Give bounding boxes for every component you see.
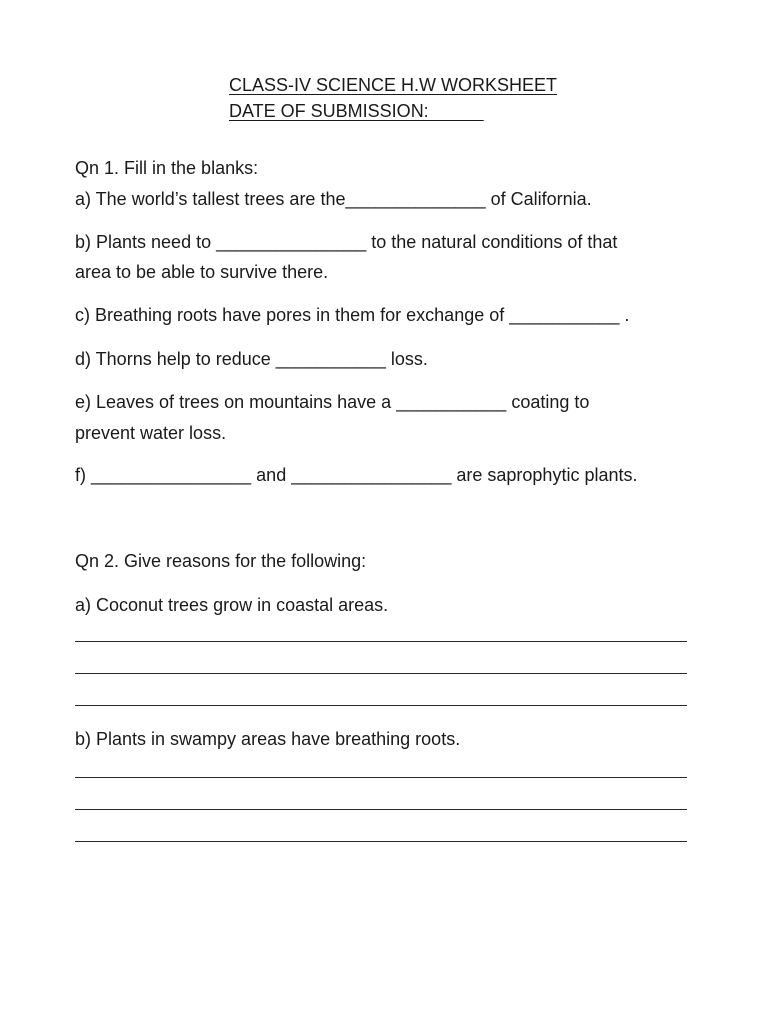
- question-1a: a) The world’s tallest trees are the______________ of California.: [75, 189, 592, 209]
- submission-date-label: DATE OF SUBMISSION:: [229, 101, 484, 121]
- question-1b-line-1: b) Plants need to _______________ to the natural conditions of that: [75, 232, 618, 252]
- answer-line: [75, 841, 687, 842]
- question-1-heading: Qn 1. Fill in the blanks:: [75, 158, 259, 178]
- question-1d: d) Thorns help to reduce ___________ loss.: [75, 349, 428, 369]
- question-1e-line-2: prevent water loss.: [75, 423, 227, 443]
- question-1b-line-2: area to be able to survive there.: [75, 262, 329, 282]
- answer-line: [75, 809, 687, 810]
- question-1c: c) Breathing roots have pores in them for exchange of ___________ .: [75, 305, 630, 325]
- answer-line: [75, 641, 687, 642]
- question-2-heading: Qn 2. Give reasons for the following:: [75, 551, 367, 571]
- question-1f: f) ________________ and ________________ are saprophytic plants.: [75, 465, 638, 485]
- answer-line: [75, 777, 687, 778]
- answer-line: [75, 705, 687, 706]
- question-1e-line-1: e) Leaves of trees on mountains have a ___________ coating to: [75, 392, 590, 412]
- answer-line: [75, 673, 687, 674]
- question-2b: b) Plants in swampy areas have breathing roots.: [75, 729, 461, 749]
- worksheet-title: CLASS-IV SCIENCE H.W WORKSHEET: [229, 75, 558, 95]
- question-2a: a) Coconut trees grow in coastal areas.: [75, 595, 389, 615]
